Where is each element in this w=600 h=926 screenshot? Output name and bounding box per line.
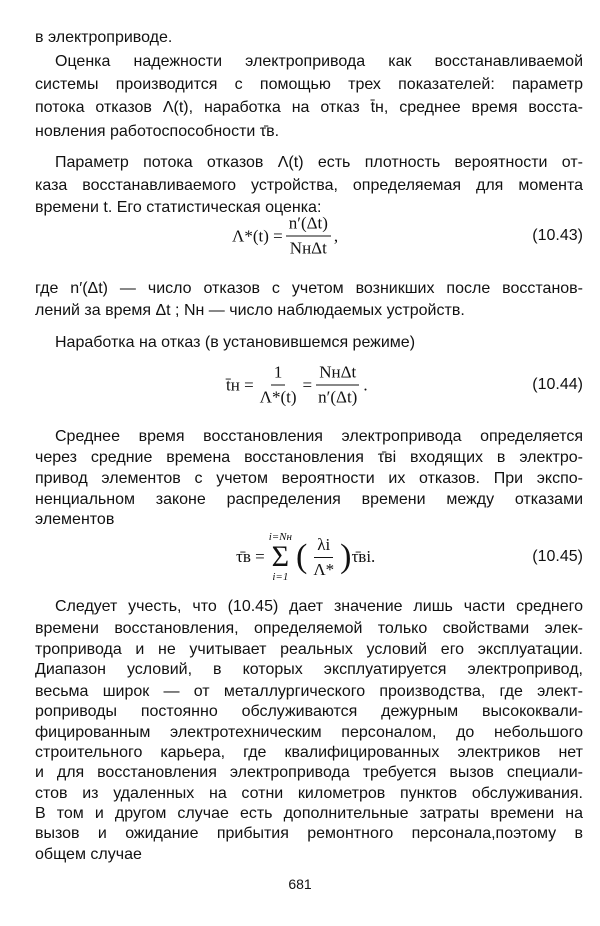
left-paren: ( <box>295 538 308 575</box>
text-line: ненциальном законе распределения времени между отказами <box>35 491 583 508</box>
text-line: потока отказов Λ(t), наработка на отказ t̄н, среднее время восста- <box>35 99 583 116</box>
text-line: роприводы постоянно обслуживаются дежурным высококвали- <box>35 703 583 720</box>
text-line: где n′(Δt) — число отказов с учетом возникших после восстанов- <box>35 280 583 297</box>
text-line: Параметр потока отказов Λ(t) есть плотность вероятности от- <box>55 154 583 171</box>
eq-lhs: τ̄в = <box>236 547 265 566</box>
text-line: времени восстановления, определяемой только свойствами элек- <box>35 620 583 637</box>
text-line: через средние времена восстановления τ̄вi входящих в электро- <box>35 449 583 466</box>
text-line: элементов <box>35 511 115 528</box>
equation-10-43 <box>0 206 600 266</box>
equation-10-45 <box>0 522 600 592</box>
eq-denominator: n′(Δt) <box>318 387 358 407</box>
text-line: В том и другом случае есть дополнительные затраты времени на <box>35 805 583 822</box>
text-line: Оценка надежности электропривода как восстанавливаемой <box>55 53 583 70</box>
eq-lhs: t̄н = <box>226 375 254 394</box>
text-line: тропривода и не учитывает реальных условий его эксплуатации. <box>35 641 583 658</box>
eq-numerator: λi <box>314 535 333 558</box>
text-line: строительного карьера, где квалифицированных электриков нет <box>35 744 583 761</box>
eq-numerator: NнΔt <box>316 363 359 386</box>
text-line: в электроприводе. <box>35 29 173 46</box>
equation-number: (10.44) <box>532 376 583 393</box>
text-line: привод элементов с учетом вероятности их отказов. При экспо- <box>35 470 583 487</box>
text-line: фицированным электротехническим персоналом, до небольшого <box>35 724 583 741</box>
sum-sign: Σ <box>271 540 290 573</box>
right-paren: ) <box>340 538 352 575</box>
text-line: системы производится с помощью трех показателей: параметр <box>35 76 583 93</box>
eq-tail: , <box>333 226 339 245</box>
text-line: лений за время Δt ; Nн — число наблюдаемых устройств. <box>35 302 465 319</box>
eq-numerator: 1 <box>271 363 286 386</box>
text-line: Диапазон условий, в которых эксплуатируется электропривод, <box>35 661 583 678</box>
text-line: и для восстановления электропривода требуется вызов специали- <box>35 764 583 781</box>
equation-number: (10.45) <box>532 548 583 565</box>
text-line: Наработка на отказ (в установившемся режиме) <box>55 334 416 351</box>
text-line: вызов и ожидание прибытия ремонтного персонала,поэтому в <box>35 825 583 842</box>
text-line: стов из удаленных на сотни километров пунктов обслуживания. <box>35 785 583 802</box>
text-line: Следует учесть, что (10.45) дает значение лишь части среднего <box>55 598 583 615</box>
eq-tail: . <box>363 375 368 394</box>
eq-rhs: τ̄вi. <box>351 547 376 566</box>
text-line: Среднее время восстановления электропривода определяется <box>55 428 583 445</box>
eq-lhs: Λ*(t) = <box>232 226 283 245</box>
eq-denominator: NнΔt <box>289 238 327 258</box>
text-line: новления работоспособности τ̄в. <box>35 123 280 140</box>
eq-sign: = <box>302 375 313 394</box>
page-number: 681 <box>288 876 312 892</box>
eq-denominator: Λ*(t) <box>259 387 297 407</box>
equation-10-44 <box>0 355 600 415</box>
equation-number: (10.43) <box>532 227 583 244</box>
text-line: времени t. Его статистическая оценка: <box>35 199 322 216</box>
eq-numerator: n′(Δt) <box>286 214 331 237</box>
text-line: весьма широк — от металлургического производства, где элект- <box>35 683 583 700</box>
text-line: общем случае <box>35 846 142 863</box>
sum-lower-limit: i=1 <box>272 571 289 583</box>
text-line: каза восстанавливаемого устройства, определяемая для момента <box>35 177 583 194</box>
sum-upper-limit: i=Nн <box>268 531 292 543</box>
eq-denominator: Λ* <box>313 559 335 579</box>
